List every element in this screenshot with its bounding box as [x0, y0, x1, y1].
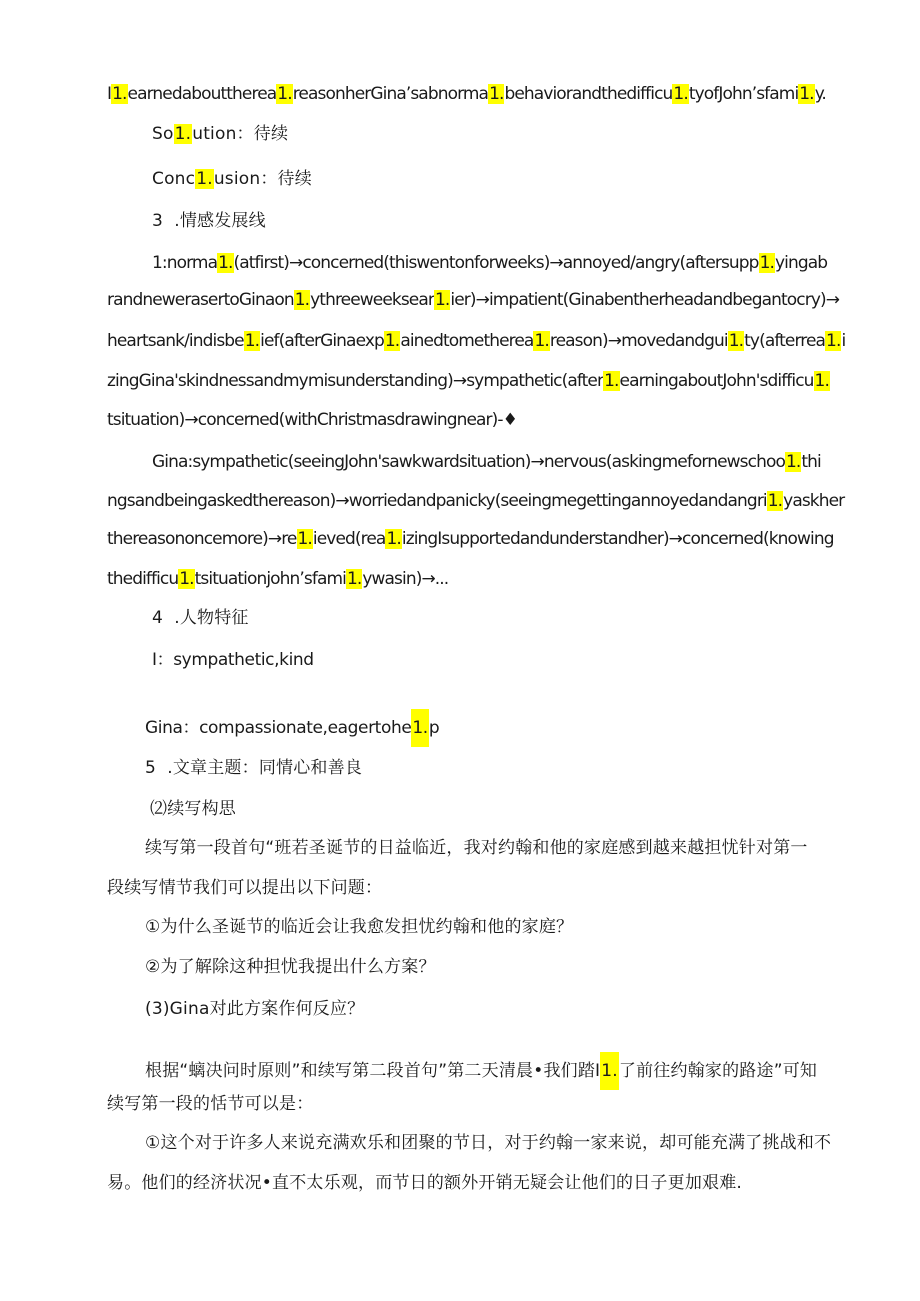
- highlight: 1.: [534, 331, 549, 351]
- section-heading-5: 5 .文章主题：同情心和善良: [145, 758, 363, 778]
- highlight: 1.: [179, 569, 194, 589]
- question-1: ①为什么圣诞节的临近会让我愈发担忧约翰和他的家庭？: [145, 917, 574, 937]
- character-traits-gina: Gina：compassionate,eagertohe1.p: [145, 709, 439, 747]
- highlight: 1.: [600, 1052, 619, 1090]
- highlight: 1.: [297, 529, 312, 549]
- emotion-line-5: tsituation)→concerned(withChristmasdrawingnear)-♦: [107, 410, 517, 430]
- plan-paragraph-line-2: 段续写情节我们可以提出以下问题：: [107, 878, 383, 898]
- solution-line: So1.ution：待续: [152, 124, 289, 144]
- summary-line: I1.earnedabouttherea1.reasonherGina’sabnorma1.behaviorandthedifficu1.tyofJohn’sfami1.y.: [107, 84, 826, 104]
- section-heading-4: 4 .人物特征: [152, 608, 249, 628]
- question-3: (3)Gina对此方案作何反应？: [145, 999, 365, 1019]
- highlight: 1.: [799, 84, 814, 104]
- question-2: ②为了解除这种担忧我提出什么方案？: [145, 957, 436, 977]
- second-paragraph-line-2: 续写第一段的恬节可以是：: [107, 1094, 314, 1114]
- emotion-line-1: 1:norma1.(atfirst)→concerned(thiswentonforweeks)→annoyed/angry(aftersupp1.yingab: [152, 253, 828, 273]
- gina-emotion-line-2: ngsandbeingaskedthereason)→worriedandpanicky(seeingmegettingannoyedandangri1.yaskher: [107, 491, 845, 511]
- emotion-line-3: heartsank/indisbe1.ief(afterGinaexp1.ainedtometherea1.reason)→movedandgui1.ty(afterrea1.i: [107, 331, 846, 351]
- gina-emotion-line-1: Gina:sympathetic(seeingJohn'sawkwardsituation)→nervous(askingmefornewschoo1.thi: [152, 452, 821, 472]
- highlight: 1.: [826, 331, 841, 351]
- highlight: 1.: [294, 290, 310, 310]
- highlight: 1.: [346, 569, 362, 589]
- highlight: 1.: [434, 290, 450, 310]
- emotion-line-2: randnewerasertoGinaon1.ythreeweeksear1.ier)→impatient(Ginabentherheadandbegantocry)→: [107, 290, 840, 310]
- draft-line-1: ①这个对于许多人来说充满欢乐和团聚的节日，对于约翰一家来说，却可能充满了挑战和不: [145, 1133, 832, 1153]
- section-heading-3: 3 .情感发展线: [152, 211, 266, 231]
- highlight: 1.: [277, 84, 292, 104]
- highlight: 1.: [384, 331, 400, 351]
- highlight: 1.: [814, 371, 829, 391]
- plan-paragraph-line-1: 续写第一段首句“班若圣诞节的日益临近，我对约翰和他的家庭感到越来越担忧针对第一: [145, 838, 808, 858]
- highlight: 1.: [174, 124, 192, 144]
- second-paragraph-line-1: 根据“螭决问时原则”和续写第二段首句”第二天清晨•我们踏I1.了前往约翰家的路途”可知: [145, 1052, 817, 1090]
- draft-line-2: 易。他们的经济状况•直不太乐观，而节日的额外开销无疑会让他们的日子更加艰难.: [107, 1173, 743, 1193]
- highlight: 1.: [411, 709, 428, 747]
- highlight: 1.: [604, 371, 619, 391]
- highlight: 1.: [489, 84, 504, 104]
- gina-emotion-line-3: thereasononcemore)→re1.ieved(rea1.izingIsupportedandunderstandher)→concerned(knowing: [107, 529, 834, 549]
- highlight: 1.: [244, 331, 260, 351]
- character-traits-i: I：sympathetic,kind: [152, 650, 314, 670]
- gina-emotion-line-4: thedifficu1.tsituationjohn’sfami1.ywasin)→...: [107, 569, 449, 589]
- highlight: 1.: [785, 452, 801, 472]
- writing-plan-heading: ⑵续写构思: [150, 799, 236, 819]
- highlight: 1.: [728, 331, 744, 351]
- highlight: 1.: [196, 169, 213, 189]
- emotion-line-4: zingGina'skindnessandmymisunderstanding)→sympathetic(after1.earningaboutJohn'sdifficu1.: [107, 371, 829, 391]
- conclusion-line: Conc1.usion：待续: [152, 169, 312, 189]
- highlight: 1.: [218, 253, 233, 273]
- highlight: 1.: [673, 84, 688, 104]
- highlight: 1.: [386, 529, 401, 549]
- highlight: 1.: [759, 253, 774, 273]
- highlight: 1.: [112, 84, 127, 104]
- highlight: 1.: [767, 491, 783, 511]
